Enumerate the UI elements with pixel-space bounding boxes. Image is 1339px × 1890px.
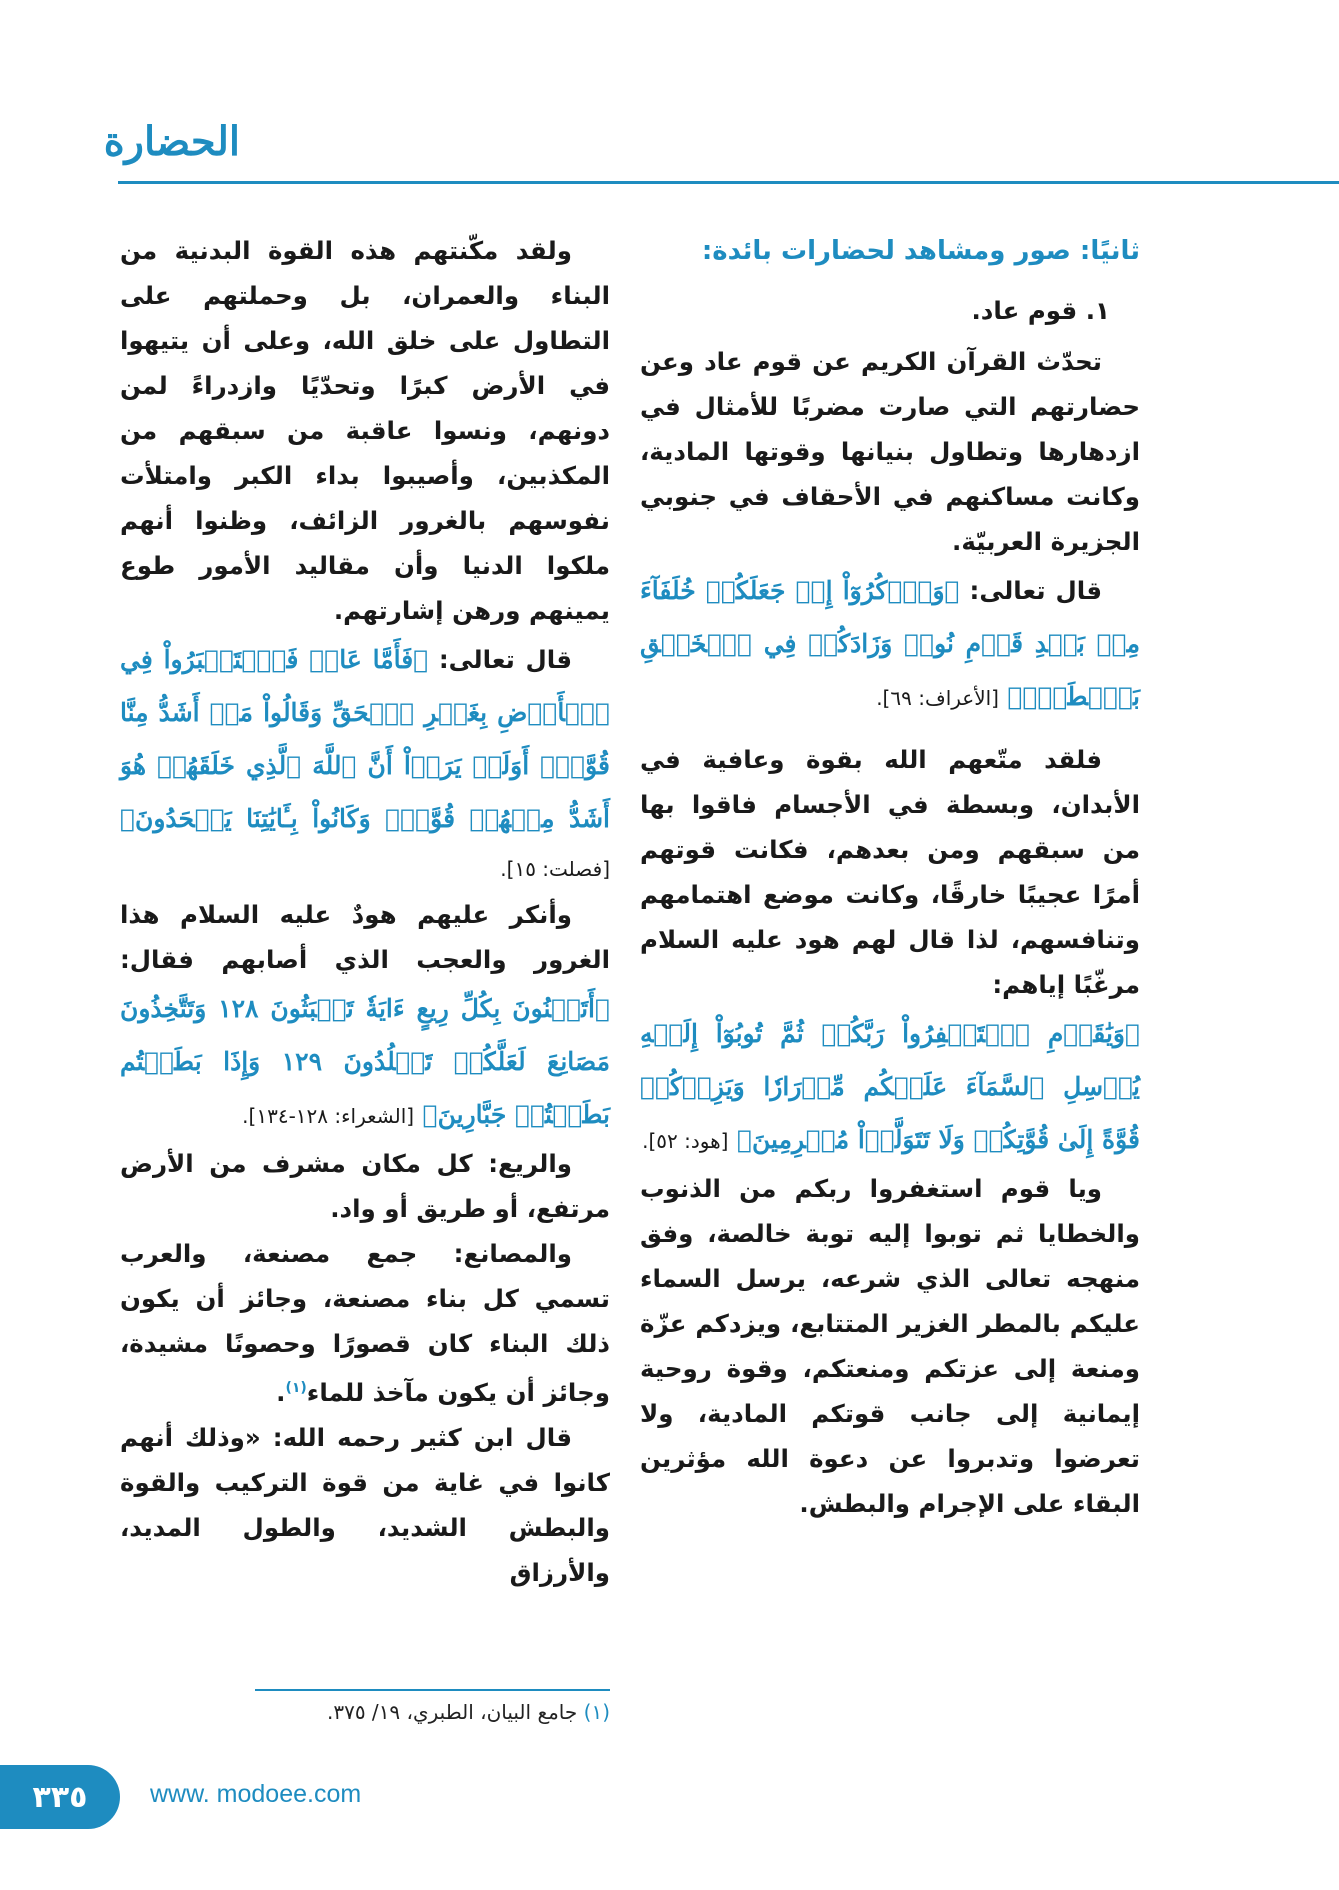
paragraph: ولقد مكّنتهم هذه القوة البدنية من البناء والعمران، بل وحملتهم على التطاول على خلق الله، وعلى أن يتيهوا في الأرض كبرًا وتحدّيًا وازدراءً لمن دونهم، ونسوا عاقبة من سبقهم من المكذبين، وأصيبوا بداء الكبر وامتلأت نفوسهم بالغرور الزائف، وظنوا أنهم ملكوا الدنيا وأن مقاليد الأمور طوع يمينهم ورهن إشارتهم. [120,236,610,625]
verse-intro: قال تعالى: [959,576,1102,605]
quran-verse: ﴿وَٱذۡكُرُوٓاْ إِذۡ جَعَلَكُمۡ خُلَفَآءَ مِنۢ بَعۡدِ قَوۡمِ نُوحٖ وَزَادَكُمۡ فِي ٱلۡخَلۡقِ بَصۜۡطَةٗۖ﴾ [640,576,1140,711]
verse-intro: قال تعالى: [428,645,572,674]
header-title: الحضارة [103,118,240,165]
footnote-text: جامع البيان، الطبري، ١٩/ ٣٧٥. [326,1700,578,1724]
quran-verse: ﴿وَيَٰقَوۡمِ ٱسۡتَغۡفِرُواْ رَبَّكُمۡ ثُمَّ تُوبُوٓاْ إِلَيۡهِ يُرۡسِلِ ٱلسَّمَآءَ عَلَيۡكُم مِّدۡرَارٗا وَيَزِدۡكُمۡ قُوَّةً إِلَىٰ قُوَّتِكُمۡ وَلَا تَتَوَلَّوۡاْ مُجۡرِمِينَ﴾ [640,1019,1140,1154]
section-heading: ثانيًا: صور ومشاهد لحضارات بائدة: [701,236,1140,266]
paragraph-with-verse [120,892,610,1141]
footnote-marker[interactable]: (١) [285,1380,307,1396]
paragraph: قال ابن كثير رحمه الله: «وذلك أنهم كانوا في غاية من قوة التركيب والقوة والبطش الشديد، والطول المديد، والأرزاق [120,1423,610,1588]
paragraph: فلقد متّعهم الله بقوة وعافية في الأبدان، وبسطة في الأجسام فاقوا بها من سبقهم ومن بعدهم، فكانت قوتهم أمرًا عجيبًا خارقًا، وكانت موضع اهتمامهم وتنافسهم، لذا قال لهم هود عليه السلام مرغّبًا إياهم: [640,745,1140,999]
verse-reference: [هود: ٥٢]. [642,1129,729,1153]
website-link[interactable]: www. modoee.com [150,1780,362,1808]
paragraph-with-verse [640,564,1140,723]
footnote-number: (١) [583,1700,610,1724]
verse-reference: [فصلت: ١٥]. [500,857,610,881]
page-number: ٣٣٥ [32,1779,88,1815]
footnote [200,1700,610,1724]
paragraph: والريع: كل مكان مشرف من الأرض مرتفع، أو طريق أو واد. [120,1149,610,1223]
paragraph-text: والمصانع: جمع مصنعة، والعرب تسمي كل بناء مصنعة، وجائز أن يكون ذلك البناء كان قصورًا وحصونًا مشيدة، وجائز أن يكون مآخذ للماء [120,1239,610,1408]
left-column [120,228,610,1595]
verse-reference: [الشعراء: ١٢٨-١٣٤]. [242,1104,415,1128]
footnote-rule [255,1689,610,1691]
paragraph-verse [640,1007,1140,1166]
paragraph: ويا قوم استغفروا ربكم من الذنوب والخطايا ثم توبوا إليه توبة خالصة، وفق منهجه تعالى الذي شرعه، يرسل السماء عليكم بالمطر الغزير المتتابع، ويزدكم عزّة ومنعة إلى عزتكم ومنعتكم، وقوة روحية إيمانية إلى جانب قوتكم المادية، ولا تعرضوا وتدبروا عن دعوة الله مؤثرين البقاء على الإجرام والبطش. [640,1174,1140,1518]
page-number-badge [0,1765,120,1829]
verse-intro: وأنكر عليهم هودٌ عليه السلام هذا الغرور والعجب الذي أصابهم فقال: [120,900,610,974]
header-rule [118,181,1339,184]
paragraph-end: . [276,1378,286,1408]
verse-reference: [الأعراف: ٦٩]. [876,686,999,710]
quran-verse: ﴿فَأَمَّا عَادٞ فَٱسۡتَكۡبَرُواْ فِي ٱلۡأَرۡضِ بِغَيۡرِ ٱلۡحَقِّ وَقَالُواْ مَنۡ أَشَدُّ مِنَّا قُوَّةًۖ أَوَلَمۡ يَرَوۡاْ أَنَّ ٱللَّهَ ٱلَّذِي خَلَقَهُمۡ هُوَ أَشَدُّ مِنۡهُمۡ قُوَّةٗۖ وَكَانُواْ بِـَٔايَٰتِنَا يَجۡحَدُونَ﴾ [120,645,610,833]
quran-verse: ﴿أَتَبۡنُونَ بِكُلِّ رِيعٍ ءَايَةٗ تَعۡبَثُونَ ١٢٨ وَتَتَّخِذُونَ مَصَانِعَ لَعَلَّكُمۡ تَخۡلُدُونَ ١٢٩ وَإِذَا بَطَشۡتُم بَطَشۡتُمۡ جَبَّارِينَ﴾ [120,994,610,1129]
paragraph-with-verse [120,633,610,892]
paragraph: تحدّث القرآن الكريم عن قوم عاد وعن حضارتهم التي صارت مضربًا للأمثال في ازدهارها وتطاول بنيانها وقوتها المادية، وكانت مساكنهم في الأحقاف في جنوبي الجزيرة العربيّة. [640,347,1140,556]
paragraph [120,1231,610,1415]
subheading-aad: ١. قوم عاد. [971,296,1110,325]
right-column [640,228,1140,1526]
